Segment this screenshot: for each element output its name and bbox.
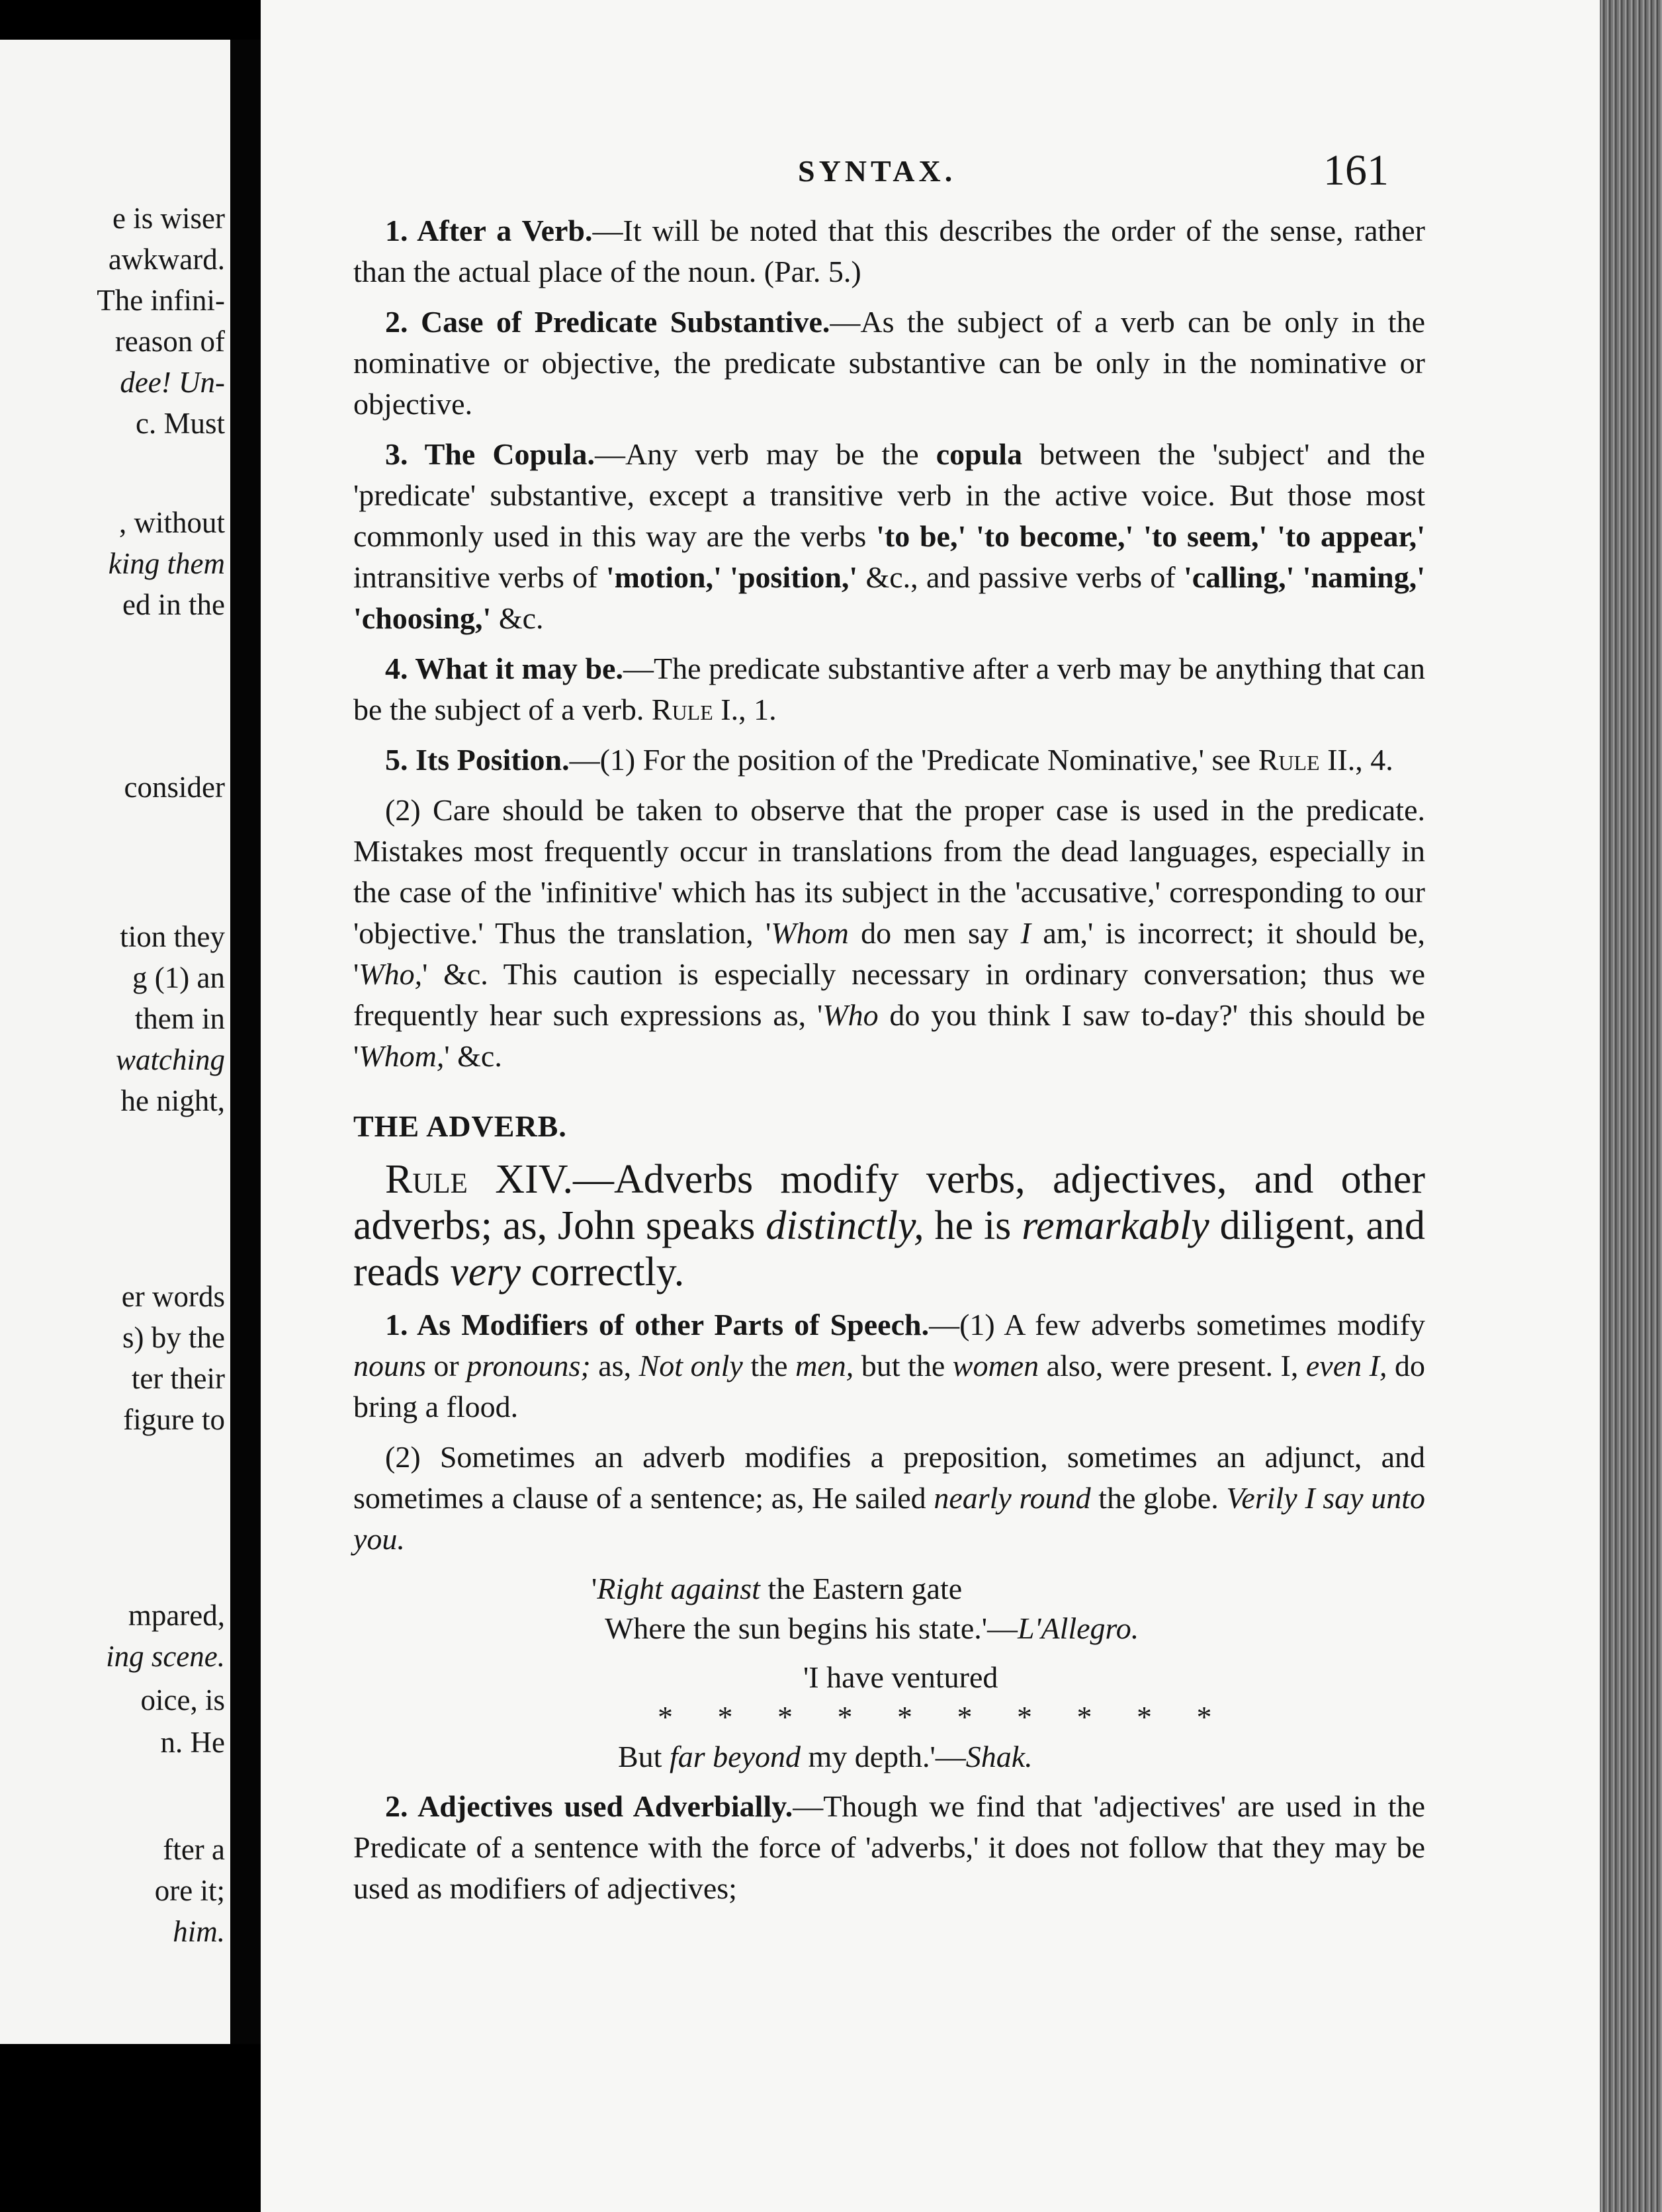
text-run-italic: pronouns; — [466, 1349, 591, 1382]
text-run: ' &c. This caution is especially necessary in ordinary conversation; thus we frequently hear such expressions as, ' — [353, 957, 1425, 1032]
running-head-title: SYNTAX. — [798, 154, 957, 188]
text-run: am,' is incorrect; it should be, ' — [353, 916, 1426, 991]
text-run: (2) Sometimes an adverb modifies a preposition, sometimes an adjunct, and sometimes a clause of a sentence; as, He sailed — [353, 1440, 1425, 1515]
paragraph-text: —(1) For the position of the 'Predicate Nominative,' see — [569, 743, 1258, 777]
paragraph-heading: 1. After a Verb. — [385, 214, 593, 247]
text-run-italic: Who, — [359, 957, 423, 991]
verse-ellipsis-stars: * * * * * * * * * * — [658, 1700, 1231, 1734]
text-run: ' &c. — [444, 1039, 502, 1073]
left-page-text-fragment: ore it; — [154, 1874, 225, 1907]
verse-allegro — [591, 1569, 1425, 1648]
text-run: the globe. — [1090, 1481, 1227, 1515]
text-run: correctly. — [521, 1250, 685, 1295]
left-page-text-fragment: , without — [118, 506, 225, 539]
text-run: &c. — [491, 601, 544, 635]
text-run-italic: far beyond — [669, 1740, 801, 1773]
text-run: also, were present. I, — [1039, 1349, 1306, 1382]
paragraph-text: —As the subject of a verb can be only in the nominative or objective, the predicate substantive can be only in the nominative or objective. — [353, 305, 1425, 421]
rule-reference: Rule — [651, 693, 713, 726]
text-run: —Any verb may be the — [595, 437, 936, 471]
text-run-italic: very — [450, 1250, 521, 1295]
text-run-italic: distinctly, — [765, 1203, 924, 1248]
text-run: ' — [591, 1572, 597, 1605]
paragraph-heading: 3. The Copula. — [385, 437, 595, 471]
left-page-text-fragment: he night, — [120, 1084, 225, 1117]
left-page-text-fragment: oice, is — [140, 1683, 225, 1717]
text-run-italic: Who — [822, 998, 879, 1032]
paragraph-heading: 4. What it may be. — [385, 652, 623, 685]
left-page-text-fragment: figure to — [123, 1403, 225, 1436]
verse-shakespeare — [353, 1658, 1425, 1777]
left-page-text-fragment: The infini- — [97, 284, 225, 317]
paragraph-heading: 2. Case of Predicate Substantive. — [385, 305, 830, 339]
left-page-fragment — [0, 40, 230, 2044]
text-run-bold: 'motion,' 'position,' — [605, 560, 858, 594]
left-page-text-fragment: consider — [124, 771, 225, 804]
text-run: intransitive verbs of — [353, 560, 606, 594]
verse-attribution: Shak. — [965, 1740, 1033, 1773]
text-run-italic: I — [1020, 916, 1031, 950]
text-run-italic: nearly round — [934, 1481, 1091, 1515]
left-page-text-fragment: watching — [116, 1043, 225, 1076]
left-page-text-fragment: awkward. — [108, 243, 225, 276]
left-page-text-fragment: ter their — [131, 1362, 225, 1395]
text-run: do men say — [848, 916, 1021, 950]
text-run: the Eastern gate — [760, 1572, 963, 1605]
text-run-italic: women — [952, 1349, 1039, 1382]
text-run-italic: Verily I say unto you. — [353, 1481, 1425, 1556]
paragraph-heading: 1. As Modifiers of other Parts of Speech. — [385, 1308, 930, 1341]
paragraph-what-it-may-be — [353, 648, 1425, 730]
left-page-text-fragment: e is wiser — [112, 202, 225, 235]
text-run: —(1) A few adverbs sometimes modify — [929, 1308, 1425, 1341]
text-run-bold: 'calling,' 'naming,' 'choosing,' — [353, 560, 1425, 635]
book-gutter — [230, 40, 261, 2044]
verse-line — [591, 1569, 1425, 1609]
left-page-text-fragment: them in — [134, 1002, 225, 1035]
paragraph-case-of-predicate — [353, 302, 1425, 425]
paragraph-preposition-adjunct — [353, 1437, 1425, 1560]
text-run-italic: Right against — [597, 1572, 760, 1605]
rule-label: Rule XIV. — [385, 1157, 573, 1202]
running-head — [261, 146, 1606, 198]
left-page-text-fragment: dee! Un- — [120, 366, 225, 399]
text-run: or — [425, 1349, 467, 1382]
left-page-text-fragment: c. Must — [136, 407, 225, 440]
verse-line: 'I have ventured — [803, 1660, 998, 1694]
left-page-text-fragment: king them — [108, 547, 225, 580]
text-run-bold: copula — [936, 437, 1023, 471]
left-page-text-fragment: er words — [121, 1280, 225, 1313]
rule-fourteen — [353, 1156, 1425, 1295]
text-run-italic: men, — [795, 1349, 854, 1382]
text-run: my depth.'— — [800, 1740, 966, 1773]
paragraph-text: —It will be noted that this describes the order of the sense, rather than the actual place of the noun. (Par. 5.) — [353, 214, 1426, 288]
left-page-text-fragment: s) by the — [122, 1321, 225, 1354]
text-run: as, — [590, 1349, 639, 1382]
text-run: —Adverbs modify verbs, adjectives, and other adverbs; as, John speaks — [353, 1157, 1425, 1248]
rule-reference: Rule — [1258, 743, 1320, 777]
text-run: but the — [853, 1349, 953, 1382]
paragraph-its-position — [353, 740, 1425, 781]
rule-text — [353, 1156, 1425, 1295]
paragraph-care-should-be-taken — [353, 790, 1425, 1077]
left-page-text-fragment: reason of — [114, 325, 225, 358]
book-page-edge — [1600, 0, 1662, 2212]
left-page-text-fragment: ing scene. — [106, 1640, 225, 1673]
paragraph-text: —The predicate substantive after a verb may be anything that can be the subject of a verb. — [353, 652, 1425, 726]
left-page-text-fragment: mpared, — [128, 1599, 225, 1632]
left-page-text-fragment: tion they — [120, 920, 225, 953]
right-page — [261, 0, 1606, 2212]
text-run: do bring a flood. — [353, 1349, 1426, 1424]
page-number: 161 — [1323, 146, 1389, 194]
left-page-text-fragment: n. He — [160, 1726, 225, 1759]
page-body — [353, 210, 1425, 1909]
text-run: But — [618, 1740, 670, 1773]
paragraph-heading: 2. Adjectives used Adverbially. — [385, 1789, 793, 1823]
paragraph-the-copula — [353, 434, 1425, 639]
text-run: (2) Care should be taken to observe that the proper case is used in the predicate. Mistakes most frequently occur in translations from the dead languages, especially in the case of the 'infinitive' which has its subject in the 'accusative,' corresponding to our 'objective.' Thus the translation, ' — [353, 793, 1425, 950]
text-run: Where the sun begins his state.'— — [605, 1611, 1018, 1645]
text-run: the — [742, 1349, 796, 1382]
verse-line — [591, 1609, 1425, 1648]
left-page-text-fragment: fter a — [163, 1833, 225, 1866]
text-run-italic: nouns — [353, 1349, 426, 1382]
paragraph-as-modifiers — [353, 1304, 1425, 1427]
text-run: between the 'subject' and the 'predicate' substantive, except a transitive verb in the active voice. But those most commonly used in this way are the verbs — [353, 437, 1425, 553]
text-run-italic: Whom, — [359, 1039, 445, 1073]
left-page-text-fragment: g (1) an — [132, 961, 225, 994]
text-run-italic: even I, — [1305, 1349, 1387, 1382]
text-run-italic: Not only — [638, 1349, 743, 1382]
text-run: do you think I saw to-day?' this should be ' — [353, 998, 1426, 1073]
rule-reference-number: I., 1. — [713, 693, 777, 726]
paragraph-text: —Though we find that 'adjectives' are used in the Predicate of a sentence with the force of 'adverbs,' it does not follow that they may be used as modifiers of adjectives; — [353, 1789, 1425, 1905]
paragraph-after-a-verb — [353, 210, 1425, 292]
text-run: he is — [924, 1203, 1022, 1248]
text-run-bold: 'to be,' 'to become,' 'to seem,' 'to appear,' — [876, 519, 1425, 553]
paragraph-heading: 5. Its Position. — [385, 743, 570, 777]
text-run-italic: Whom — [771, 916, 849, 950]
text-run-italic: remarkably — [1022, 1203, 1209, 1248]
text-run: &c., and passive verbs of — [857, 560, 1184, 594]
left-page-text-fragment: ed in the — [122, 588, 225, 621]
paragraph-adjectives-adverbially — [353, 1786, 1425, 1909]
text-run: diligent, and reads — [353, 1203, 1426, 1295]
section-heading-the-adverb: THE ADVERB. — [353, 1109, 567, 1143]
verse-line — [353, 1737, 1425, 1777]
left-page-text-fragment: him. — [173, 1915, 225, 1948]
verse-attribution: L'Allegro. — [1018, 1611, 1139, 1645]
rule-reference-number: II., 4. — [1319, 743, 1393, 777]
